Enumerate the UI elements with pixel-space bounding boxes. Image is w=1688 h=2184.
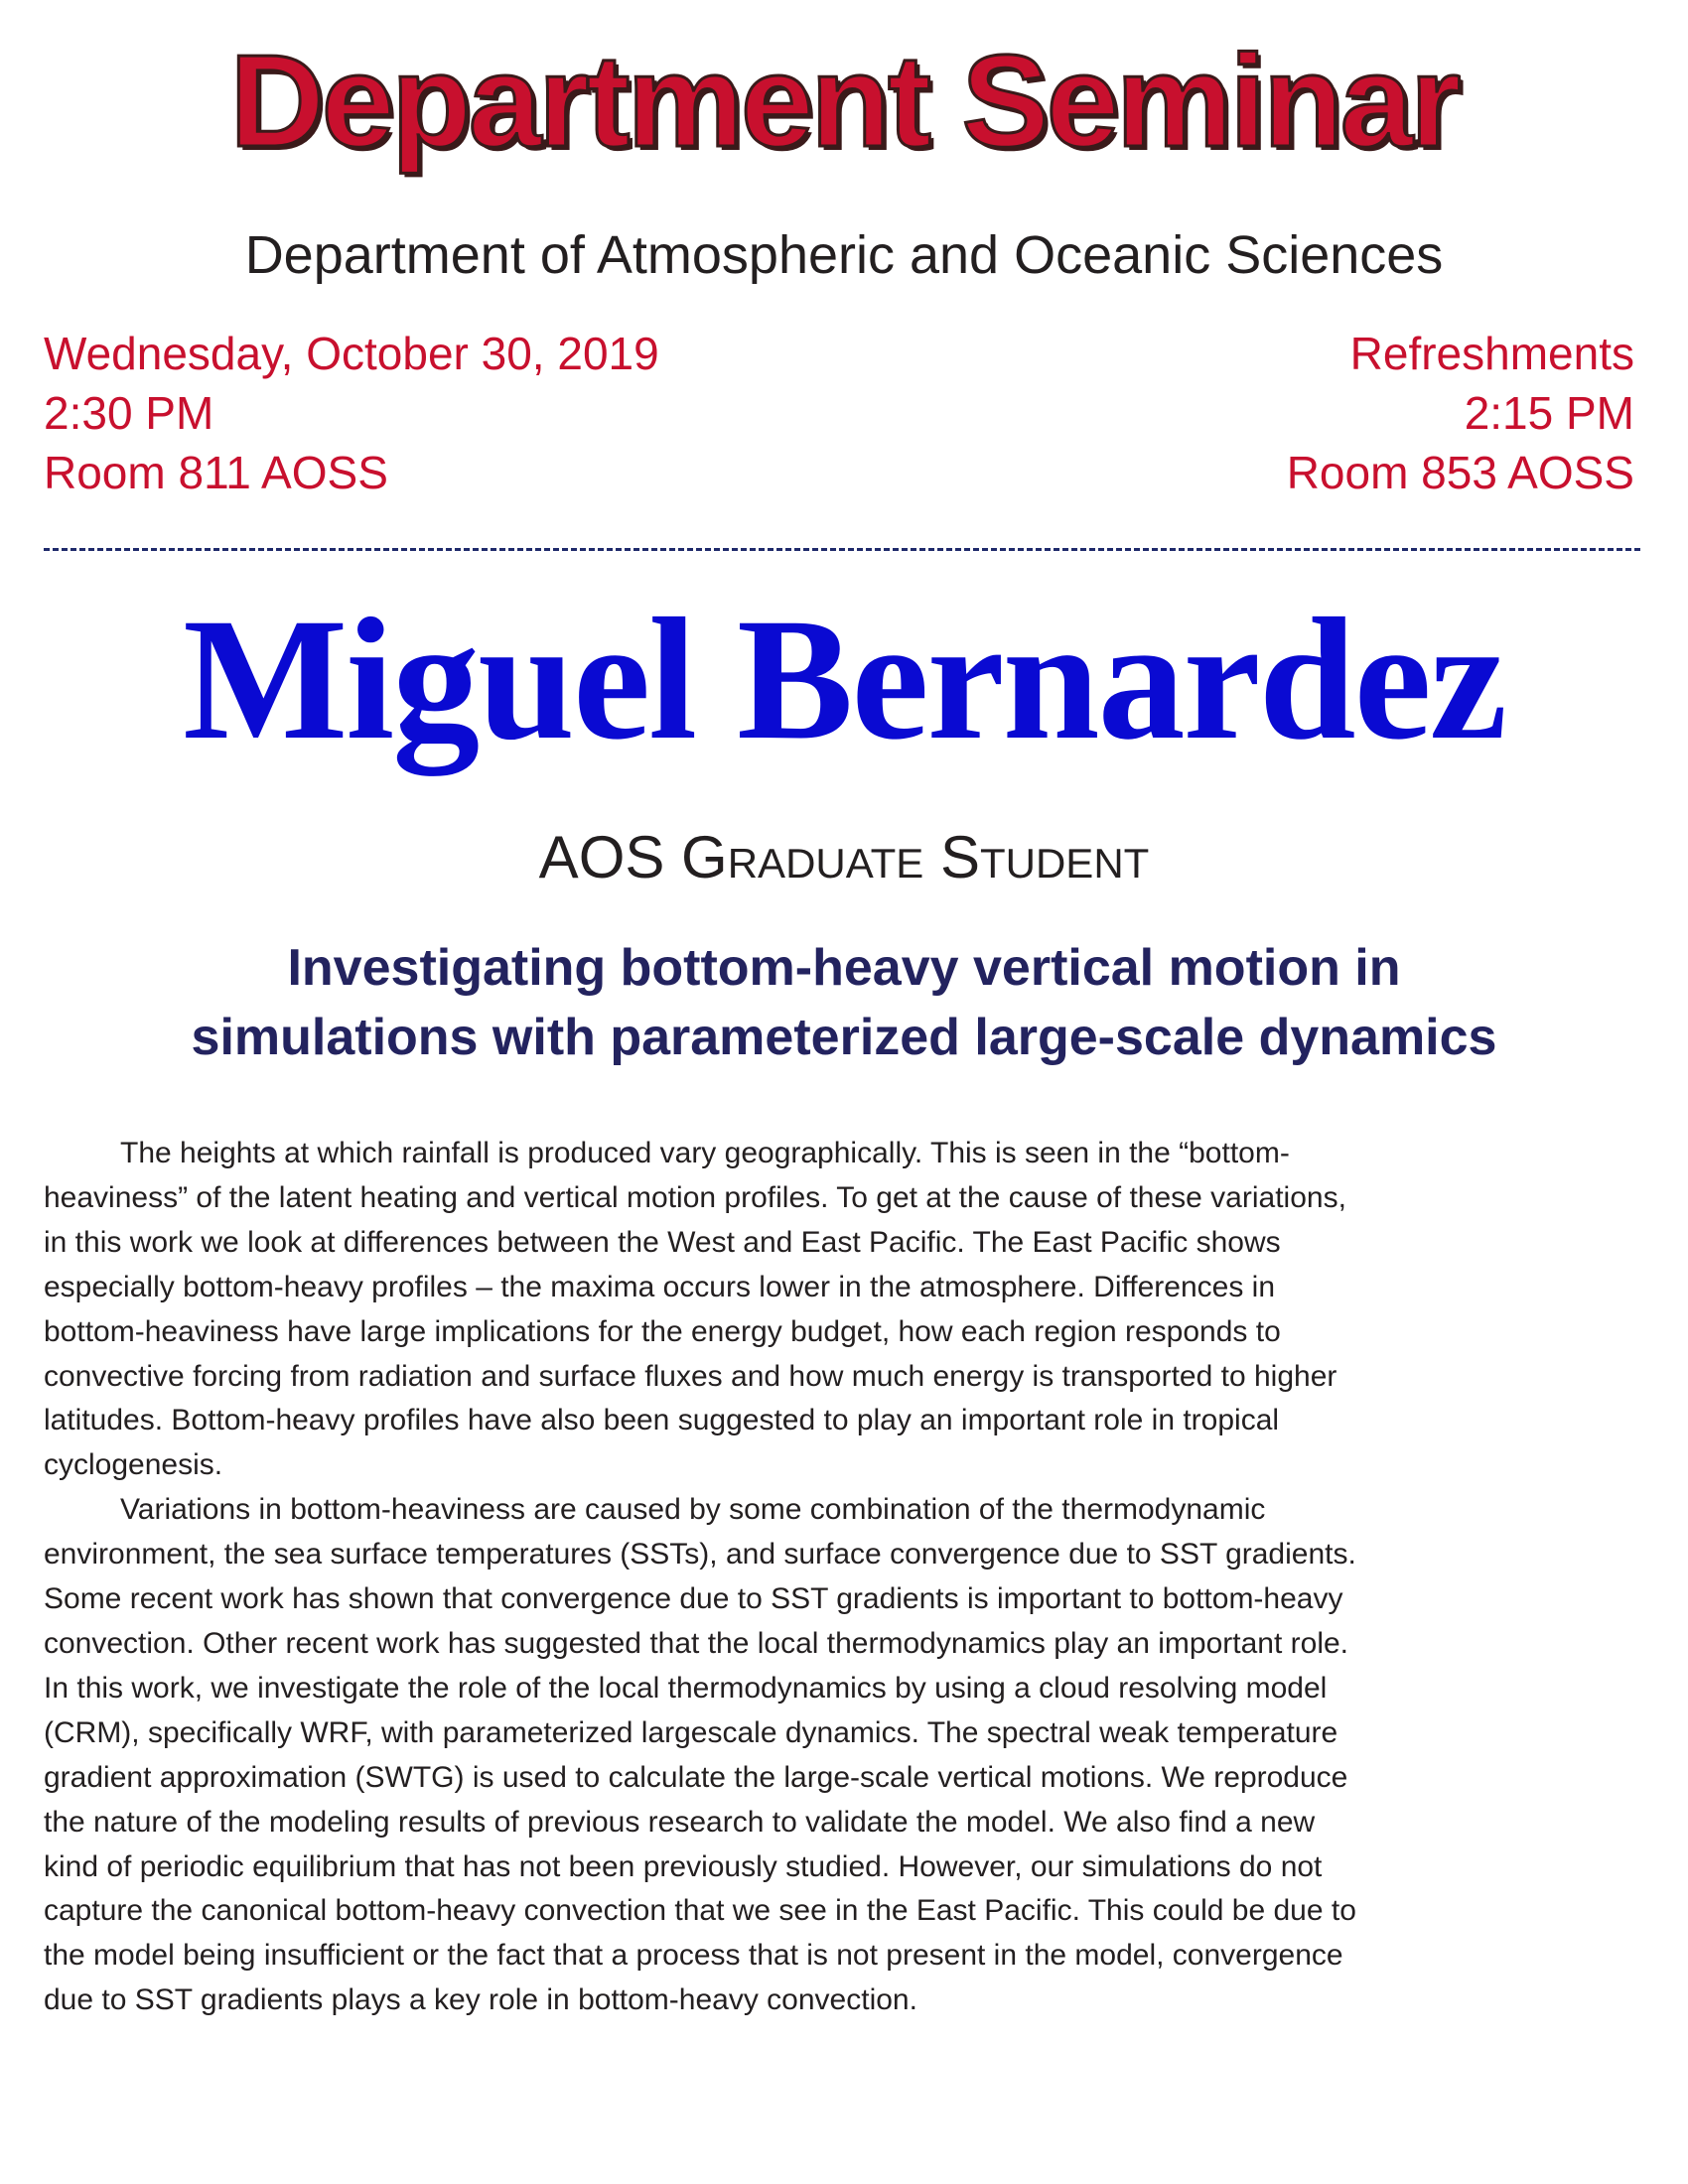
abstract-line: environment, the sea surface temperatures (SSTs), and surface convergence due to SST gradients. — [44, 1538, 1356, 1571]
refreshments-time: 2:15 PM — [1464, 387, 1634, 439]
abstract-line: kind of periodic equilibrium that has not been previously studied. However, our simulations do not — [44, 1849, 1323, 1883]
talk-title-line: Investigating bottom-heavy vertical motion in — [287, 939, 1401, 997]
refreshments-room: Room 853 AOSS — [1286, 447, 1634, 498]
seminar-title: Department Seminar — [229, 28, 1459, 174]
talk-title — [0, 933, 1688, 1072]
abstract-line: Some recent work has shown that convergence due to SST gradients is important to bottom-heavy — [44, 1582, 1343, 1616]
event-date: Wednesday, October 30, 2019 — [44, 328, 659, 379]
abstract-line: The heights at which rainfall is produced vary geographically. This is seen in the “bottom- — [120, 1137, 1290, 1169]
speaker-name: Miguel Bernardez — [183, 583, 1505, 776]
abstract-paragraph-2 — [44, 1488, 1642, 2023]
abstract — [44, 1132, 1642, 2023]
speaker-role: AOS Graduate Student — [538, 824, 1150, 890]
abstract-line: latitudes. Bottom-heavy profiles have also been suggested to play an important role in tropical — [44, 1404, 1280, 1437]
abstract-line: (CRM), specifically WRF, with parameterized largescale dynamics. The spectral weak temperature — [44, 1715, 1338, 1749]
abstract-line: In this work, we investigate the role of the local thermodynamics by using a cloud resolving model — [44, 1671, 1328, 1705]
event-room: Room 811 AOSS — [44, 447, 388, 498]
dashed-divider — [44, 548, 1640, 551]
abstract-paragraph-1 — [44, 1132, 1642, 1488]
abstract-line: convection. Other recent work has suggested that the local thermodynamics play an important role. — [44, 1626, 1349, 1660]
abstract-line: especially bottom-heavy profiles – the maxima occurs lower in the atmosphere. Differences in — [44, 1270, 1276, 1303]
abstract-line: bottom-heaviness have large implications for the energy budget, how each region responds to — [44, 1314, 1281, 1348]
abstract-line: heaviness” of the latent heating and vertical motion profiles. To get at the cause of these variations, — [44, 1180, 1346, 1214]
abstract-line: cyclogenesis. — [44, 1448, 223, 1482]
abstract-line: Variations in bottom-heaviness are caused by some combination of the thermodynamic — [120, 1493, 1266, 1527]
talk-title-line: simulations with parameterized large-scale dynamics — [191, 1009, 1497, 1066]
event-info — [44, 324, 659, 502]
abstract-line: capture the canonical bottom-heavy convection that we see in the East Pacific. This could be due to — [44, 1894, 1356, 1928]
abstract-line: gradient approximation (SWTG) is used to calculate the large-scale vertical motions. We reproduce — [44, 1760, 1348, 1794]
abstract-line: the model being insufficient or the fact that a process that is not present in the model, convergence — [44, 1939, 1343, 1973]
abstract-line: in this work we look at differences between the West and East Pacific. The East Pacific shows — [44, 1225, 1281, 1259]
refreshments-label: Refreshments — [1349, 328, 1634, 379]
abstract-line: the nature of the modeling results of previous research to validate the model. We also find a new — [44, 1805, 1316, 1839]
abstract-line: convective forcing from radiation and surface fluxes and how much energy is transported to higher — [44, 1359, 1337, 1393]
refreshments-info — [1287, 324, 1634, 502]
abstract-line: due to SST gradients plays a key role in bottom-heavy convection. — [44, 1983, 917, 2017]
event-time: 2:30 PM — [44, 387, 214, 439]
department-name: Department of Atmospheric and Oceanic Sciences — [244, 225, 1444, 285]
